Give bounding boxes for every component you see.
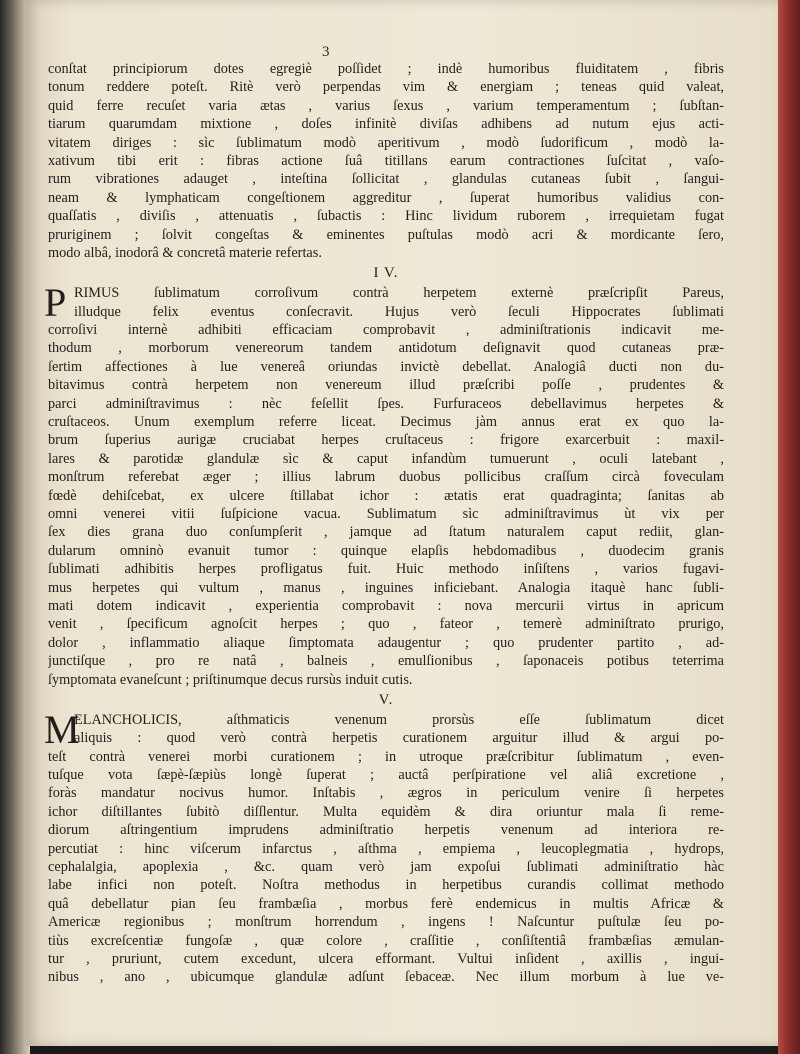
- page-number: 3: [322, 44, 330, 60]
- text-line: quid ferre recuſet varia ætas , varius ſexus , varium temperamentum ; ſubſtan-: [48, 97, 724, 114]
- text-line: tonum reddere poteſt. Ritè verò perpendas vim & energiam ; teneas quid valeat,: [48, 79, 724, 96]
- text-line: xativum tibi erit : fibras actione ſuâ titillans earum contractiones ſuſcitat , vaſo-: [48, 152, 724, 169]
- text-line: neam & lymphaticam congeſtionem aggreditur , ſuperat humoribus validius con-: [48, 189, 724, 206]
- text-line: dolor , inflammatio aliaque ſimptomata adaugentur ; quo prudenter partito , ad-: [48, 634, 724, 651]
- text-line: brum ſuperius aurigæ cruciabat herpes cruſtaceus : frigore exarcerbuit : maxil-: [48, 432, 724, 449]
- text-line: Americæ regionibus ; monſtrum horrendum , ingens ! Naſcuntur puſtulæ ſeu po-: [48, 914, 724, 931]
- text-line: quâ debellatur pian ſeu frambæſia , morbus ferè endemicus in multis Africæ &: [48, 895, 724, 912]
- text-line: cephalalgia, apoplexia , &c. quam verò jam expoſui ſublimati adminiſtratio hàc: [48, 859, 724, 876]
- text-line: rum vibrationes adauget , inteſtina ſollicitat , glandulas cutaneas ſubit , ſangui-: [48, 171, 724, 188]
- page-body: [44, 60, 724, 987]
- text-line: aliquis : quod verò contrà herpetis curationem arguitur illud & argui po-: [74, 730, 724, 747]
- text-line: mus herpetes qui vultum , manus , inguines inficiebant. Analogia itaquè hanc ſubli-: [48, 579, 724, 596]
- text-line: RIMUS ſublimatum corroſivum contrà herpetem externè præſcripſit Pareus,: [74, 285, 724, 302]
- text-line: parci adminiſtravimus : nèc feſellit ſpes. Furfuraceos debellavimus herpetes &: [48, 395, 724, 412]
- text-line: labe infici non poteſt. Noſtra methodus in herpetibus curandis collimat methodo: [48, 877, 724, 894]
- text-line: omni venerei vitii ſuſpicione vacua. Sublimatum sìc adminiſtravimus ùt vix per: [48, 505, 724, 522]
- text-line: ELANCHOLICIS, aſthmaticis venenum prorsùs eſſe ſublimatum dicet: [74, 711, 724, 728]
- text-line: foràs mandatur nocivus humor. Inſtabis , ægros in periculum venire ſi herpetes: [48, 785, 724, 802]
- text-line: lares & parotidæ glandulæ sìc & caput infandùm tumuerunt , oculi latebant ,: [48, 450, 724, 467]
- text-line: venit , ſpecificum agnoſcit herpes ; quo , fateor , temerè adminiſtrato prurigo,: [48, 616, 724, 633]
- text-line: ſex dies grana duo conſumpſerit , jamque ad ſtatum naturalem caput rediit, glan-: [48, 524, 724, 541]
- text-line: mati dotem indicavit , experientia comprobavit : nova mercurii virtus in apricum: [48, 597, 724, 614]
- text-line: ſymptomata evaneſcunt ; priſtinumque decus rursùs induit cutis.: [48, 671, 413, 688]
- page-edge-binding: [778, 0, 800, 1054]
- text-line: diorum aſtringentium imprudens adminiſtratio herpetis venenum ad interiora re-: [48, 822, 724, 839]
- section-v-heading: V.: [378, 691, 394, 708]
- text-line: bitavimus contrà herpetem non venereum illud præſcribi poſſe , prudentes &: [48, 377, 724, 394]
- text-line: monſtrum referebat æger ; illius labrum duobus pollicibus craſſum circà foveculam: [48, 469, 724, 486]
- section-v-drop-cap: M: [44, 706, 80, 752]
- text-line: illudque felix eventus conſecravit. Hujus verò ſeculi Hippocrates ſublimati: [74, 303, 724, 320]
- text-line: tur , pruriunt, cutem excedunt, ulcera efformant. Vultui inſident , axillis , ingui-: [48, 950, 724, 967]
- text-line: percutiat : hinc viſcerum infarctus , aſthma , empiema , leucoplegmatia , hydrops,: [48, 840, 724, 857]
- section-v-paragraph: [44, 706, 724, 987]
- text-line: modo albâ, inodorâ & concretâ materie refertas.: [48, 244, 322, 261]
- text-line: cruſtaceos. Unum exemplum referre liceat. Decimus jàm annus erat ex quo la-: [48, 414, 724, 431]
- text-line: pruriginem ; ſolvit congeſtas & eminentes puſtulas modò acri & mordicante ſero,: [48, 226, 724, 243]
- text-line: quaſſatis , diviſis , attenuatis , ſubactis : Hinc lividum ruborem , irrequietam fugat: [48, 208, 724, 225]
- section-iv-paragraph: [44, 280, 724, 689]
- text-line: corroſivi internè adhibiti efficaciam comprobavit , adminiſtrationis indicavit me-: [48, 322, 724, 339]
- text-line: conſtat principiorum dotes egregiè poſſidet ; indè humoribus fluiditatem , fibris: [48, 61, 724, 77]
- intro-paragraph: [48, 60, 724, 262]
- text-line: thodum , morborum venereorum tandem antidotum deſignavit quod cutaneas præ-: [48, 340, 724, 357]
- text-line: junctiſque , pro re natâ , balneis , emulſionibus , ſaponaceis potibus teterrima: [48, 653, 724, 670]
- text-line: tuſque vota ſæpè-ſæpiùs longè ſuperat ; auctâ perſpiratione vel aliâ excretione ,: [48, 767, 724, 784]
- section-iv-drop-cap: P: [44, 280, 67, 326]
- text-line: ſertim affectiones à lue venereâ oriundas invictè debellat. Analogiâ ducti non du-: [48, 358, 724, 375]
- text-line: vitatem diriges : sìc ſublimatum modò aperitivum , modò ſudorificum , modò la-: [48, 134, 724, 151]
- text-line: fœdè dehiſcebat, ex ulcere ſtillabat ichor : ætatis erat quadraginta; ſanitas ab: [48, 487, 724, 504]
- text-line: ichor diſtillantes ſubitò diſſlentur. Multa equidèm & dira oriuntur mala ſi reme-: [48, 803, 724, 820]
- text-line: dularum omninò evanuit tumor : quinque elapſis hebdomadibus , duodecim granis: [48, 542, 724, 559]
- text-line: nibus , ano , ubicumque glandulæ adſunt ſebaceæ. Nec illum morbum à lue ve-: [48, 969, 724, 986]
- text-line: ſublimati adhibitis herpes profligatus fuit. Huic methodo inſiſtens , varios fugavi-: [48, 561, 724, 578]
- section-iv-heading: I V.: [373, 265, 399, 282]
- text-line: teſt contrà venerei morbi curationem ; in utroque præſcribitur ſublimatum , even-: [48, 748, 724, 765]
- text-line: tiùs excreſcentiæ fungoſæ , quæ colore , craſſitie , conſiſtentiâ frambæſias æmulan-: [48, 932, 724, 949]
- text-line: tiarum quarumdam mixtione , doſes infinitè diviſas adhibens ad nutum ejus acti-: [48, 116, 724, 133]
